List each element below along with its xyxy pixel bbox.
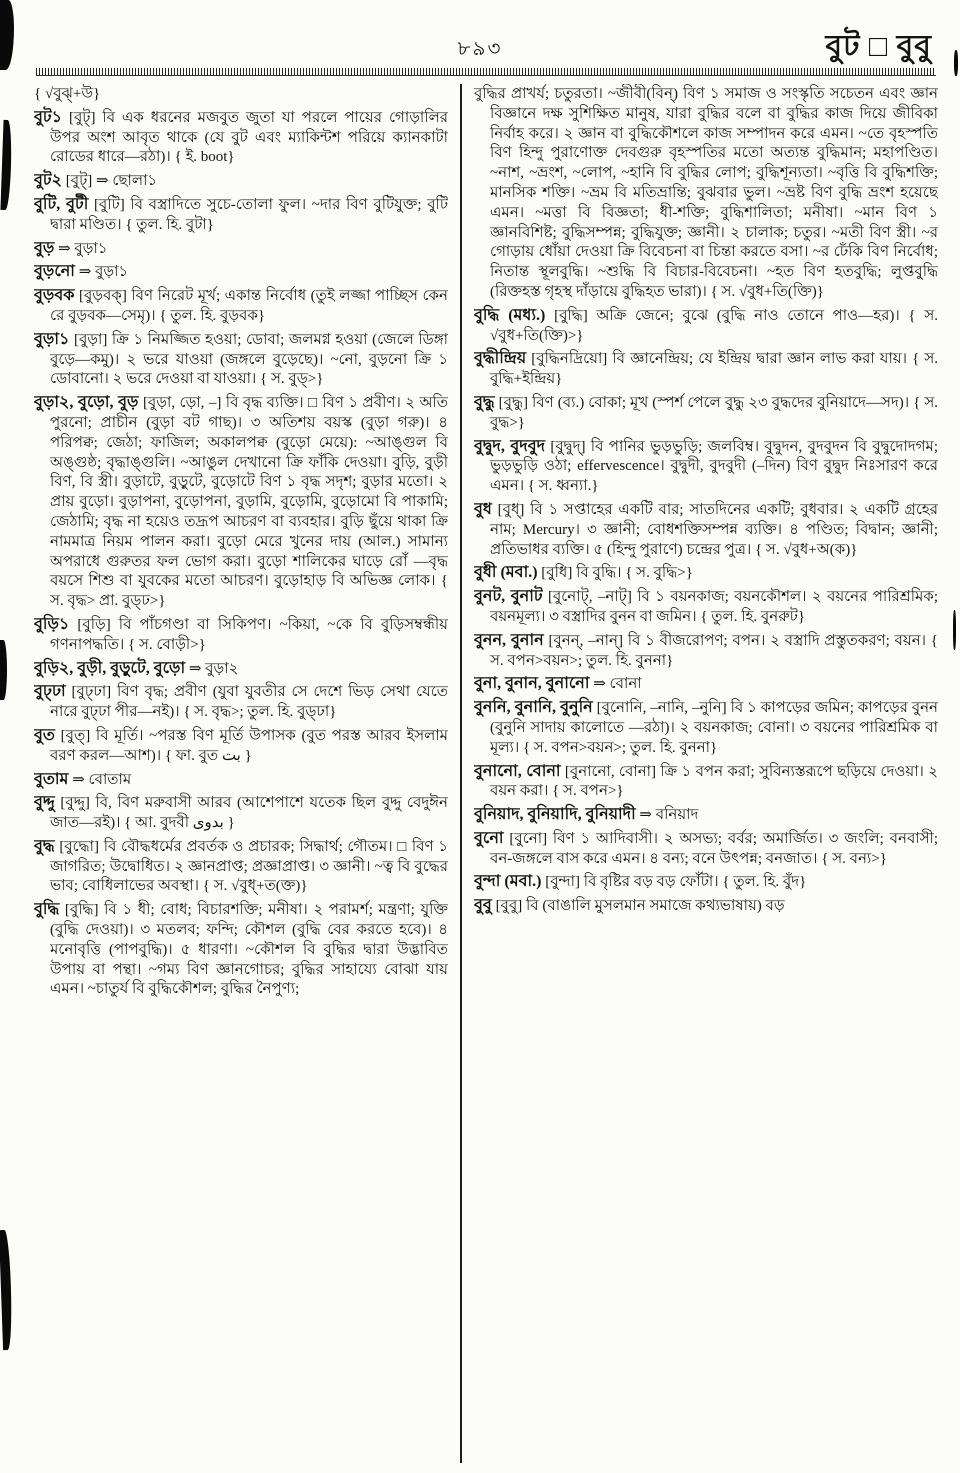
entry-body: [বুট্] ⇒ ছোলা১ bbox=[65, 173, 158, 190]
headword: বুড়া২, বুড়ো, বুড় bbox=[34, 394, 139, 412]
headword: বুড়ি২, বুড়ী, বুড়ুটে, বুড়ো bbox=[34, 659, 186, 677]
dictionary-entry bbox=[474, 674, 938, 695]
scan-artifact bbox=[0, 640, 7, 700]
entry-body: [বুদ্দু] বি, বিণ মরুবাসী আরব (আশেপাশে যতেক ছিল বুদ্দু বেদুঈন জাত—রই)। { আ. বুদবী بدوى } bbox=[50, 795, 448, 832]
dictionary-entry bbox=[34, 171, 448, 192]
headword: বুঢ্ঢা bbox=[34, 683, 66, 701]
headword: বুদ্ধীন্দ্রিয় bbox=[474, 350, 527, 368]
headword: বুড়া১ bbox=[34, 330, 70, 348]
headword: বুড়বক bbox=[34, 287, 75, 305]
headword: বুনো bbox=[474, 829, 504, 847]
dictionary-entry bbox=[474, 500, 938, 560]
headword: বুনানো, বোনা bbox=[474, 762, 561, 780]
headword: বুদ্ধি (মধ্য.) bbox=[474, 306, 546, 324]
entry-body: [বুড়ি] বি পাঁচগণ্ডা বা সিকিপণ। ~কিয়া, ~কে বি বুড়িসম্বন্ধীয় গণনাপদ্ধতি। { স. বোড়ী>} bbox=[50, 616, 448, 653]
entry-body: [বুধ্] বি ১ সপ্তাহের একটি বার; সাতদিনের একটি; বুধবার। ২ একটি গ্রহের নাম; Mercury। ৩ জ্ঞানী; বোধশক্তিসম্পন্ন ব্যক্তি। ৪ পণ্ডিত; বিদ্বান; জ্ঞানী; প্রতিভাধর ব্যক্তি। ৫ (হিন্দু পুরাণে) চন্দ্রের পুত্র। { স. √বুধ+অ(ক)} bbox=[490, 501, 938, 558]
column-left bbox=[34, 84, 448, 1463]
headword: বুদ্ধি bbox=[34, 901, 60, 919]
headword: বুতাম bbox=[34, 770, 69, 788]
content-columns bbox=[34, 84, 938, 1463]
column-divider bbox=[460, 84, 462, 1463]
dictionary-entry bbox=[474, 829, 938, 870]
headword: বুটি, বুটী bbox=[34, 195, 89, 213]
dictionary-entry bbox=[34, 837, 448, 897]
dictionary-entry bbox=[474, 393, 938, 434]
entry-body: [বুধি] বি বুদ্ধি। { স. বুদ্ধি>} bbox=[541, 565, 693, 582]
dictionary-entry bbox=[34, 615, 448, 656]
dictionary-entry bbox=[474, 349, 938, 390]
column-right bbox=[474, 84, 938, 1463]
dictionary-entry bbox=[474, 563, 938, 584]
entry-body: [বুদ্ধি] বি ১ ধী; বোধ; বিচারশক্তি; মনীষা। ২ পরামর্শ; মন্ত্রণা; যুক্তি (বুদ্ধি দেওয়া)। ৩ মতলব; ফন্দি; কৌশল (বুদ্ধি বের করতে হবে)। ৪ মনোবৃত্তি (পাপবুদ্ধি)। ৫ ধারণা। ~কৌশল বি বুদ্ধির দ্বারা উদ্ভাবিত উপায় বা পন্থা। ~গম্য বিণ জ্ঞানগোচর; বুদ্ধির সাহায্যে বোঝা যায় এমন। ~চাতুর্য বি বুদ্ধিকৌশল; বুদ্ধির নৈপুণ্য; bbox=[50, 902, 448, 998]
dictionary-entry bbox=[34, 793, 448, 834]
headword: বুধী (মবা.) bbox=[474, 564, 538, 582]
entry-body: [বুটি] বি বস্ত্রাদিতে সুচে-তোলা ফুল। ~দার বিণ বুটিযুক্ত; বুটি দ্বারা মণ্ডিত। { তুল. হি. বুটা} bbox=[50, 196, 448, 233]
page-number: ৮৯৩ bbox=[457, 38, 503, 60]
entry-body: [বুট্] বি এক ধরনের মজবুত জুতা যা পরলে পায়ের গোড়ালির উপর অংশ আবৃত থাকে (যে বুট এবং ম্যাকিন্টশ পরিয়ে ক্যানকাটা রোডের ধারে—রঠা)। { ই. boot} bbox=[50, 109, 448, 166]
dictionary-entry bbox=[34, 659, 448, 680]
entry-body: ⇒ বুড়া১ bbox=[58, 240, 108, 257]
entry-body: ⇒ বনিয়াদ bbox=[639, 807, 699, 824]
header-rule bbox=[36, 68, 936, 76]
entry-body: [বুনো] বিণ ১ আদিবাসী। ২ অসভ্য; বর্বর; অমার্জিত। ৩ জংলি; বনবাসী; বন-জঙ্গলে বাস করে এমন। ৪ বন্য; বনে উৎপন্ন; বনজাত। { স. বন্য>} bbox=[490, 830, 938, 867]
headword: বুনিয়াদ, বুনিয়াদি, বুনিয়াদী bbox=[474, 806, 636, 824]
dictionary-entry bbox=[34, 262, 448, 283]
scan-artifact bbox=[0, 120, 12, 210]
page-header bbox=[0, 0, 960, 66]
entry-body: [বুড়বক্] বিণ নিরেট মূর্খ; একান্ত নির্বোধ (তুই লজ্জা পাচ্ছিস কেন রে বুড়বক—সেমৃ)। { তুল. হি. বুড়বক} bbox=[50, 288, 448, 324]
headword: বুড় bbox=[34, 239, 55, 257]
entry-body: [বুদ্ধু] বিণ (ব্য.) বোকা; মূখ (স্পর্শ পেলে বুদ্ধু ২৩ বুদ্ধদের বুনিয়াদে—সদ)। { স. বুদ্ধ>} bbox=[490, 394, 938, 431]
headword: বুন্দা (মবা.) bbox=[474, 873, 542, 891]
dictionary-entry bbox=[34, 900, 448, 1000]
entry-body: [বুবু] বি (বাঙালি মুসলমান সমাজে কথ্যভাষায়) বড় bbox=[495, 898, 785, 915]
dictionary-entry bbox=[34, 682, 448, 723]
entry-body: [বুদ্বুদ্] বি পানির ভুড়ভুড়ি; জলবিম্ব। বুদ্বুদন, বুদবুদন বি বুদ্বুদোদগম; ভুড়ভুড়ি ওঠা; effervescence। বুদ্বুদী, বুদবুদী (–দিন) বিণ বুদ্বুদ নিঃসারণ করে এমন। { স. ধ্বন্যা.} bbox=[490, 438, 938, 495]
dictionary-entry bbox=[474, 762, 938, 803]
dictionary-entry bbox=[34, 84, 448, 105]
entry-body: [বুড়া] ক্রি ১ নিমজ্জিত হওয়া; ডোবা; জলমগ্ন হওয়া (জেলে ডিঙ্গা বুড়ে—কমু)। ২ ভরে যাওয়া (জঙ্গলে বুড়েছে)। ~নো, বুড়নো ক্রি ১ ডোবানো। ২ ভরে দেওয়া বা যাওয়া। { স. বুড্>} bbox=[50, 331, 448, 388]
headword: বুধ bbox=[474, 500, 492, 518]
headword: বুনা, বুনান, বুনানো bbox=[474, 675, 590, 693]
entry-body: [বুঢ্ঢা] বিণ বৃদ্ধ; প্রবীণ (যুবা যুবতীর সে দেশে ভিড় সেথা যেতে নারে বুঢ্ঢা পীর—নই)। { স. বৃদ্ধ>; তুল. হি. বুড্ঢা} bbox=[50, 684, 448, 721]
headword: বুড়ি১ bbox=[34, 615, 70, 633]
entry-body: [বুদ্ধি] অক্রি জেনে; বুঝে (বুদ্ধি নাও তোনে পাও—হর)। { স. √বুধ+তি(ক্তি)>} bbox=[490, 307, 938, 344]
headword: বুট২ bbox=[34, 172, 63, 190]
dictionary-entry bbox=[474, 698, 938, 758]
entry-body: ⇒ বোনা bbox=[593, 676, 642, 693]
headword: বুননি, বুনানি, বুনুনি bbox=[474, 699, 593, 717]
dictionary-entry bbox=[34, 286, 448, 327]
dictionary-entry bbox=[34, 330, 448, 390]
entry-body: ⇒ বুড়া১ bbox=[78, 264, 129, 281]
scan-artifact bbox=[0, 1230, 13, 1350]
entry-body: বুদ্ধির প্রাখর্য; চতুরতা। ~জীবী(বিন্) বিণ ১ সমাজ ও সংস্কৃতি সচেতন এবং জ্ঞান বিজ্ঞানে দক্ষ সুশিক্ষিত মানুষ, যারা বুদ্ধির বলে বা বুদ্ধির কাজ দিয়ে জীবিকা নির্বাহ করে। ২ জ্ঞান বা বুদ্ধিকৌশলে কাজ সম্পাদন করে এমন। ~তে বৃহস্পতি বিণ হিন্দু পুরাণোক্ত দেবগুরু বৃহস্পতির মতো অত্যন্ত বুদ্ধিমান; মহাপণ্ডিত। ~নাশ, ~ভ্রংশ, ~লোপ, ~হানি বি বুদ্ধির লোপ; বুদ্ধিশূন্যতা। ~বৃত্তি বি বুদ্ধিশক্তি; মানসিক শক্তি। ~ভ্রম বি মতিভ্রান্তি; বুঝবার ভুল। ~ভ্রষ্ট বিণ বুদ্ধি ভ্রংশ হয়েছে এমন। ~মত্তা বি বিজ্ঞতা; ধী-শক্তি; বুদ্ধিশালিতা; মনীষা। ~মান বিণ ১ জ্ঞানবিশিষ্ট; বুদ্ধিসম্পন্ন; বুদ্ধিযুক্ত; জ্ঞানী। ২ চালাক; চতুর। ~মতী বিণ স্ত্রী। ~র গোড়ায় ধোঁয়া দেওয়া ক্রি বিবেচনা বা চিন্তা করতে বসা। ~র ঢেঁকি বিণ নির্বোধ; নিতান্ত স্থূলবুদ্ধি। ~শুদ্ধি বি বিচার-বিবেচনা। ~হত বিণ হতবুদ্ধি; লুপ্তবুদ্ধি (রিক্তহস্ত গৃহস্থ দাঁড়ায়ে বুদ্ধিহত ভারা)। { স. √বুধ+তি(ক্তি)} bbox=[474, 86, 938, 300]
dictionary-entry bbox=[474, 896, 938, 917]
dictionary-entry bbox=[34, 770, 448, 791]
headword: বুত bbox=[34, 726, 55, 744]
dictionary-entry bbox=[34, 239, 448, 260]
headword: বুনন, বুনান bbox=[474, 631, 544, 649]
headword: বুদ্বুদ, বুদবুদ bbox=[474, 437, 546, 455]
dictionary-entry bbox=[474, 437, 938, 497]
entry-body: [বুত্] বি মূর্তি। ~পরস্ত বিণ মূর্তি উপাসক (বুত পরস্ত আরব ইসলাম বরণ করল—আশ)। { ফা. বুত بت } bbox=[50, 727, 448, 764]
entry-body: [বুন্দা] বি বৃষ্টির বড় বড় ফোঁটা। { তুল. হি. বুঁদ} bbox=[545, 874, 807, 891]
dictionary-entry bbox=[474, 631, 938, 672]
dictionary-entry bbox=[474, 805, 938, 826]
dictionary-entry bbox=[34, 726, 448, 767]
entry-body: { √বুঝ্+উ} bbox=[34, 86, 101, 102]
headword: বুদ্ধু bbox=[474, 393, 495, 411]
entry-body: [বুনোনি, –নানি, –নুনি] বি ১ কাপড়ের জমিন; কাপড়ের বুনন (বুনুনি সাদায় কালোতে —রঠা)। ২ বয়নকাজ; বোনা। ৩ বয়নের পারিশ্রমিক বা মূল্য। { স. বপন>বয়ন>; তুল. হি. বুননা} bbox=[490, 700, 938, 756]
scan-artifact bbox=[953, 610, 956, 650]
dictionary-entry bbox=[474, 84, 938, 303]
entry-body: ⇒ বুড়া২ bbox=[188, 660, 239, 677]
entry-body: [বুনোট্, –নাট্] বি ১ বয়নকাজ; বয়নকৌশল। ২ বয়নের পারিশ্রমিক; বয়নমূল্য। ৩ বস্ত্রাদির বুনন বা জমিন। { তুল. হি. বুনরুট} bbox=[490, 589, 938, 625]
dictionary-entry bbox=[474, 587, 938, 628]
headword: বুনট, বুনাট bbox=[474, 588, 543, 606]
dictionary-entry bbox=[34, 393, 448, 612]
headword: বুদ্ধ bbox=[34, 837, 55, 855]
dictionary-entry bbox=[34, 108, 448, 168]
headword: বুড়নো bbox=[34, 263, 75, 281]
guide-words: বুট □ বুবু bbox=[825, 30, 932, 63]
entry-body: ⇒ বোতাম bbox=[72, 771, 132, 788]
dictionary-entry bbox=[474, 306, 938, 347]
headword: বুট১ bbox=[34, 108, 63, 126]
entry-body: [বুদ্ধো] বি বৌদ্ধধর্মের প্রবর্তক ও প্রচারক; সিদ্ধার্থ; গৌতম। □ বিণ ১ জাগরিত; উদ্বোধিত। ২ জ্ঞানপ্রাপ্ত; প্রজ্ঞাপ্রাপ্ত। ৩ জ্ঞানী। ~ত্ব বি বুদ্ধের ভাব; বোধিলাভের অবস্থা। { স. √বুধ্+ত(ক্ত)} bbox=[50, 838, 448, 895]
entry-body: [বুনন্, –নান্] বি ১ বীজরোপণ; বপন। ২ বস্ত্রাদি প্রস্তুতকরণ; বয়ন। { স. বপন>বয়ন>; তুল. হি. বুননা} bbox=[490, 632, 938, 669]
headword: বুদ্দু bbox=[34, 794, 55, 812]
entry-body: [বুদ্ধিনদ্রিয়ো] বি জ্ঞানেন্দ্রিয়; যে ইন্দ্রিয় দ্বারা জ্ঞান লাভ করা যায়। { স. বুদ্ধি+ইন্দ্রিয়} bbox=[490, 351, 938, 388]
entry-body: [বুড়া, ড়ো, –] বি বৃদ্ধ ব্যক্তি। □ বিণ ১ প্রবীণ। ২ অতি পুরনো; প্রাচীন (বুড়া বট গাছ)। ৩ অতিশয় বয়স্ক (বুড়া গরু)। ৪ পরিপক্ব; জেঠা; ফাজিল; অকালপক্ব (বুড়ো মেয়ে): ~আঙ্গুল বি অঙ্গুষ্ঠ; বৃদ্ধাঙ্গুলি। ~আঙুল দেখানো ক্রি ফাঁকি দেওয়া। বুড়ি, বুড়ী বিণ, বি স্ত্রী। বুড়াটে, বুড়ুটে, বুড়োটে বিণ ১ বৃদ্ধ সদৃশ; বুড়ার মতো। ২ প্রায় বুড়ো। বুড়াপনা, বুড়োপনা, বুড়ামি, বুড়োমি, বুড়োমো বি পাকামি; জেঠামি; বৃদ্ধ না হয়েও তদ্রূপ আচরণ বা ব্যবহার। বুড়ি ছুঁয়ে থাকা ক্রি নামমাত্র নিয়ম পালন করা। বুড়ো মেরে খুনের দায় (আল.) সামান্য অপরাধে গুরুতর ফল ভোগ করা। বুড়ো শালিকের ঘাড়ে রোঁ —বৃদ্ধ বয়সে শিশু বা যুবকের মতো আচরণ। বুড়োহাড় বি অভিজ্ঞ লোক। { স. বৃদ্ধ> প্রা. বুড্ঢ>} bbox=[50, 395, 448, 610]
dictionary-entry bbox=[34, 195, 448, 236]
headword: বুবু bbox=[474, 897, 492, 915]
dictionary-entry bbox=[474, 872, 938, 893]
entry-body: [বুনানো, বোনা] ক্রি ১ বপন করা; সুবিন্যস্তরূপে ছড়িয়ে দেওয়া। ২ বয়ন করা। { স. বপন>} bbox=[490, 763, 938, 800]
